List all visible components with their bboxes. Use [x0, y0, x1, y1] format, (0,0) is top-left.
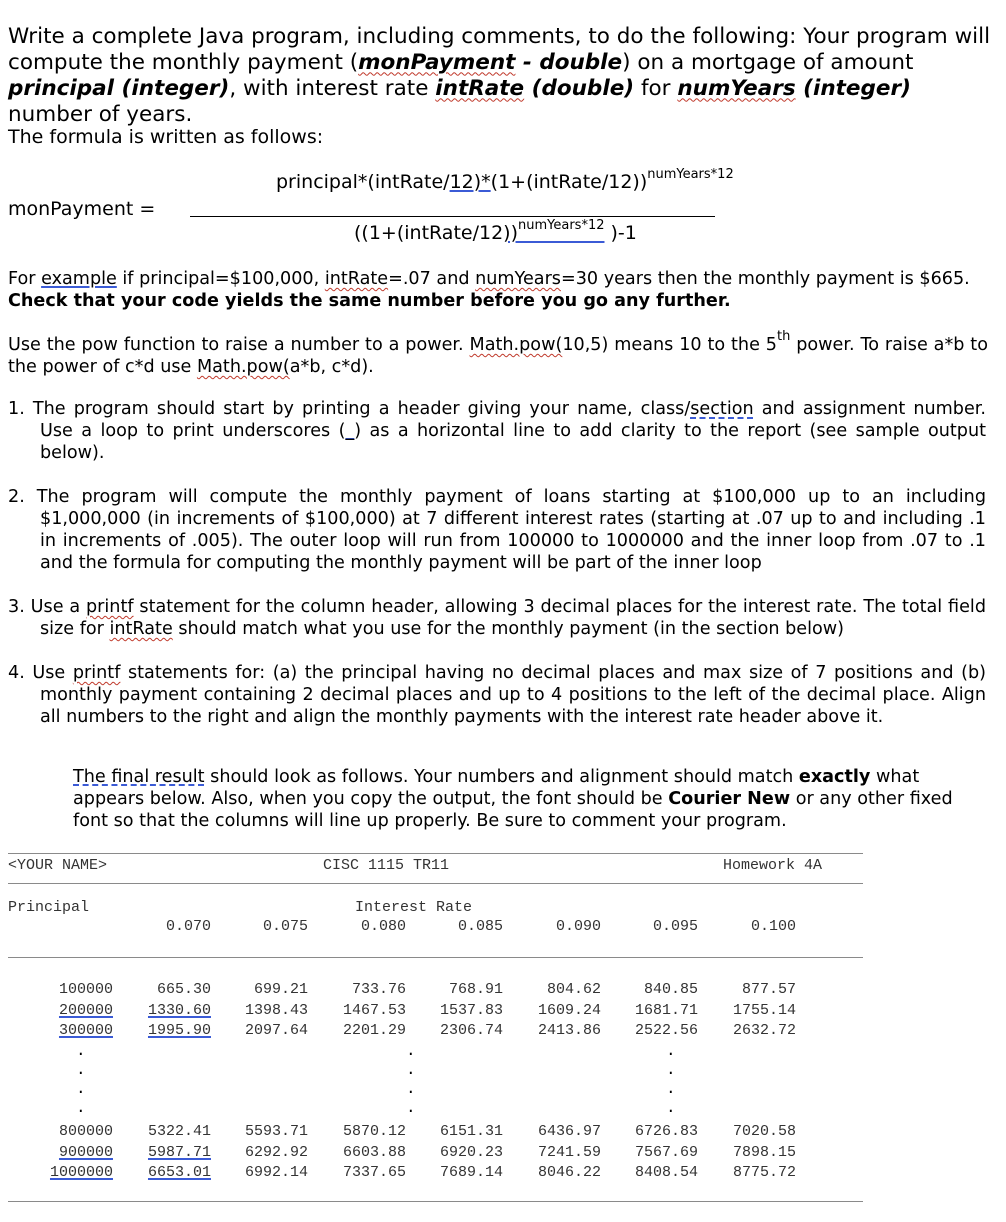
ellipsis-dot: . — [406, 1042, 416, 1060]
principal-cell: 200000 — [58, 1001, 113, 1019]
payment-cell: 6151.31 — [439, 1123, 503, 1140]
principal-cell: 300000 — [58, 1022, 113, 1039]
payment-cell: 2306.74 — [439, 1022, 503, 1039]
payment-cell: 6992.14 — [244, 1164, 308, 1181]
payment-cell: 1537.83 — [439, 1001, 503, 1019]
payment-cell: 7020.58 — [732, 1123, 796, 1140]
payment-cell: 6436.97 — [537, 1123, 601, 1140]
rate-header-0.080: 0.080 — [360, 918, 406, 935]
formula-intro: The formula is written as follows: — [8, 126, 324, 148]
payment-cell: 877.57 — [741, 981, 796, 998]
payment-cell: 6653.01 — [147, 1164, 211, 1181]
intro-paragraph: Write a complete Java program, including comments, to do the following: Your program will compute the monthly payment (monPayment - double) on a mortgage of amount principal (integer), with interest rate intRate (double) for numYears (integer) number of years. — [8, 23, 991, 127]
ellipsis-dot: . — [666, 1080, 676, 1098]
pow-paragraph: Use the pow function to raise a number to a power. Math.pow(10,5) means 10 to the 5th power. To raise a*b to the power of c*d use Math.pow(a*b, c*d). — [8, 329, 988, 377]
payment-cell: 7567.69 — [634, 1143, 698, 1161]
ellipsis-dot: . — [406, 1061, 416, 1079]
list-item: 4. Use printf statements for: (a) the principal having no decimal places and max size of 7 positions and (b) monthly payment containing 2 decimal places and up to 4 positions to the left of the decimal place. Align all numbers to the right and align the monthly payments with the interest rate header above it. — [8, 663, 987, 727]
ellipsis-dot: . — [76, 1080, 86, 1098]
column-header-rule — [8, 957, 863, 958]
payment-cell: 1330.60 — [147, 1001, 211, 1019]
payment-cell: 7689.14 — [439, 1164, 503, 1181]
fraction-bar — [190, 216, 715, 217]
payment-cell: 733.76 — [351, 981, 406, 998]
payment-cell: 6292.92 — [244, 1143, 308, 1161]
payment-cell: 1467.53 — [342, 1001, 406, 1019]
ellipsis-dot: . — [406, 1099, 416, 1117]
rate-header-0.090: 0.090 — [555, 918, 601, 935]
payment-cell: 6603.88 — [342, 1143, 406, 1161]
formula-denominator: ((1+(intRate/12))$^{numYears*12}$ )-1 — [354, 218, 637, 244]
formula-numerator: principal*(intRate/12)*(1+(intRate/12))$^{numYears*12}$ — [276, 167, 734, 193]
payment-cell: 804.62 — [546, 981, 601, 998]
payment-cell: 768.91 — [448, 981, 503, 998]
monpayment-term: monPayment — [358, 49, 516, 75]
payment-cell: 5322.41 — [147, 1123, 211, 1140]
final-result-paragraph: The final result should look as follows. Your numbers and alignment should match exactly what appears below. Also, when you copy the output, the font should be Courier New or any other fixed font so that the columns will line up properly. Be sure to comment your program. — [73, 766, 953, 831]
ellipsis-dot: . — [76, 1099, 86, 1117]
payment-formula — [8, 165, 998, 255]
ellipsis-dot: . — [406, 1080, 416, 1098]
payment-cell: 2097.64 — [244, 1022, 308, 1039]
payment-cell: 7898.15 — [732, 1143, 796, 1161]
list-item: 1. The program should start by printing a header giving your name, class/section and assignment number. Use a loop to print underscores (_) as a horizontal line to add clarity to the report (see sample output below). — [8, 399, 987, 463]
payment-cell: 2413.86 — [537, 1022, 601, 1039]
payment-cell: 2201.29 — [342, 1022, 406, 1039]
example-paragraph: For example if principal=$100,000, intRate=.07 and numYears=30 years then the monthly payment is $665. Check that your code yields the same number before you go any further. — [8, 269, 970, 311]
principal-cell: 1000000 — [49, 1164, 113, 1181]
payment-cell: 8775.72 — [732, 1164, 796, 1181]
principal-cell: 800000 — [58, 1123, 113, 1140]
payment-cell: 699.21 — [253, 981, 308, 998]
payment-cell: 5870.12 — [342, 1123, 406, 1140]
numyears-term: numYears — [677, 75, 796, 101]
rate-header-0.100: 0.100 — [750, 918, 796, 935]
sample-output — [8, 845, 868, 1215]
rate-header-0.095: 0.095 — [652, 918, 698, 935]
requirements-list — [8, 398, 986, 750]
interest-rate-header: Interest Rate — [355, 899, 473, 916]
payment-cell: 1398.43 — [244, 1001, 308, 1019]
payment-cell: 1609.24 — [537, 1001, 601, 1019]
payment-cell: 2632.72 — [732, 1022, 796, 1039]
course-label: CISC 1115 TR11 — [323, 857, 450, 874]
ellipsis-dot: . — [76, 1042, 86, 1060]
rate-header-0.070: 0.070 — [165, 918, 211, 935]
ellipsis-dot: . — [666, 1042, 676, 1060]
header-rule-top — [8, 853, 863, 854]
payment-cell: 6726.83 — [634, 1123, 698, 1140]
payment-cell: 6920.23 — [439, 1143, 503, 1161]
list-item: 2. The program will compute the monthly payment of loans starting at $100,000 up to an including $1,000,000 (in increments of $100,000) at 7 different interest rates (starting at .07 up to and including .1 in increments of .005). The outer loop will run from 100000 to 1000000 and the inner loop from .07 to .1 and the formula for computing the monthly payment will be part of the inner loop — [8, 487, 986, 573]
payment-cell: 1755.14 — [732, 1001, 796, 1019]
payment-cell: 1681.71 — [634, 1001, 698, 1019]
principal-cell: 100000 — [58, 981, 113, 998]
formula-lhs: monPayment = — [8, 198, 156, 220]
payment-cell: 1995.90 — [147, 1022, 211, 1039]
footer-rule — [8, 1201, 863, 1202]
homework-label: Homework 4A — [723, 857, 823, 874]
payment-cell: 2522.56 — [634, 1022, 698, 1039]
ellipsis-dot: . — [666, 1099, 676, 1117]
name-placeholder: <YOUR NAME> — [8, 857, 108, 874]
payment-cell: 7337.65 — [342, 1164, 406, 1181]
ellipsis-dot: . — [666, 1061, 676, 1079]
principal-column-header: Principal — [8, 899, 90, 916]
ellipsis-dot: . — [76, 1061, 86, 1079]
payment-cell: 8046.22 — [537, 1164, 601, 1181]
principal-cell: 900000 — [58, 1143, 113, 1161]
rate-header-0.075: 0.075 — [262, 918, 308, 935]
payment-cell: 5593.71 — [244, 1123, 308, 1140]
payment-cell: 8408.54 — [634, 1164, 698, 1181]
list-item: 3. Use a printf statement for the column header, allowing 3 decimal places for the interest rate. The total field size for intRate should match what you use for the monthly payment (in the section below) — [8, 597, 986, 639]
principal-term: principal (integer) — [8, 75, 230, 101]
payment-cell: 5987.71 — [147, 1143, 211, 1161]
intrate-term: intRate — [435, 75, 525, 101]
payment-cell: 665.30 — [156, 981, 211, 998]
rate-header-0.085: 0.085 — [457, 918, 503, 935]
header-rule-mid — [8, 883, 863, 884]
payment-cell: 7241.59 — [537, 1143, 601, 1161]
payment-cell: 840.85 — [643, 981, 698, 998]
